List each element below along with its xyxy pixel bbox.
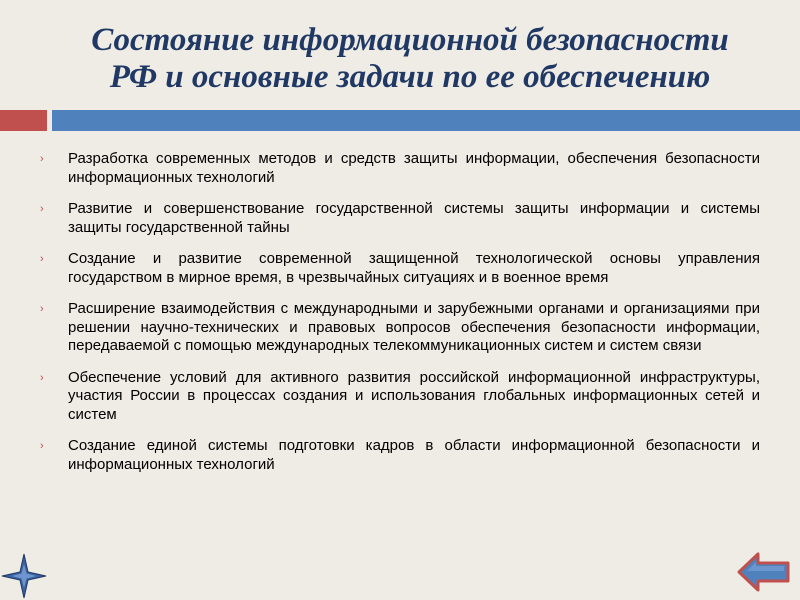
- bullet-item: [38, 200, 760, 237]
- bullet-text: Развитие и совершенствование государственной системы защиты информации и системы защиты государственной тайны: [68, 200, 760, 236]
- bullet-text: Создание единой системы подготовки кадров в области информационной безопасности и информационных технологий: [68, 437, 760, 473]
- bullet-text: Расширение взаимодействия с международными и зарубежными органами и организациями при решении научно-технических и правовых вопросов обеспечения безопасности информации, передаваемой с помощью международных телекоммуникационных систем и систем связи: [68, 300, 760, 354]
- bullet-marker-icon: ›: [40, 440, 44, 452]
- slide-title: [40, 22, 780, 96]
- bullet-item: [38, 150, 760, 187]
- bullet-text: Обеспечение условий для активного развития российской информационной инфраструктуры, участия России в процессах создания и использования глобальных информационных сетей и систем: [68, 368, 760, 423]
- bullet-item: [38, 300, 760, 356]
- bullet-item: [38, 437, 760, 474]
- bullet-marker-icon: ›: [40, 371, 44, 384]
- slide-title-line-1: Состояние информационной безопасности: [91, 22, 729, 58]
- header-band-blue: [52, 110, 800, 131]
- bullet-marker-icon: ›: [40, 303, 44, 315]
- bullet-item: [38, 369, 760, 425]
- left-arrow-icon: [739, 554, 788, 590]
- bullet-list: [38, 150, 760, 487]
- compass-star-icon: [0, 552, 48, 600]
- header-band-red: [0, 110, 47, 131]
- bullet-marker-icon: ›: [40, 253, 44, 265]
- bullet-text: Создание и развитие современной защищенной технологической основы управления государством в мирное время, в чрезвычайных ситуациях и в военное время: [68, 250, 760, 286]
- bullet-item: [38, 250, 760, 287]
- back-button[interactable]: [736, 550, 792, 594]
- slide-title-line-2: РФ и основные задачи по ее обеспечению: [109, 59, 711, 95]
- bullet-text: Разработка современных методов и средств защиты информации, обеспечения безопасности информационных технологий: [68, 150, 760, 186]
- bullet-marker-icon: ›: [40, 203, 44, 215]
- bullet-marker-icon: ›: [40, 153, 44, 165]
